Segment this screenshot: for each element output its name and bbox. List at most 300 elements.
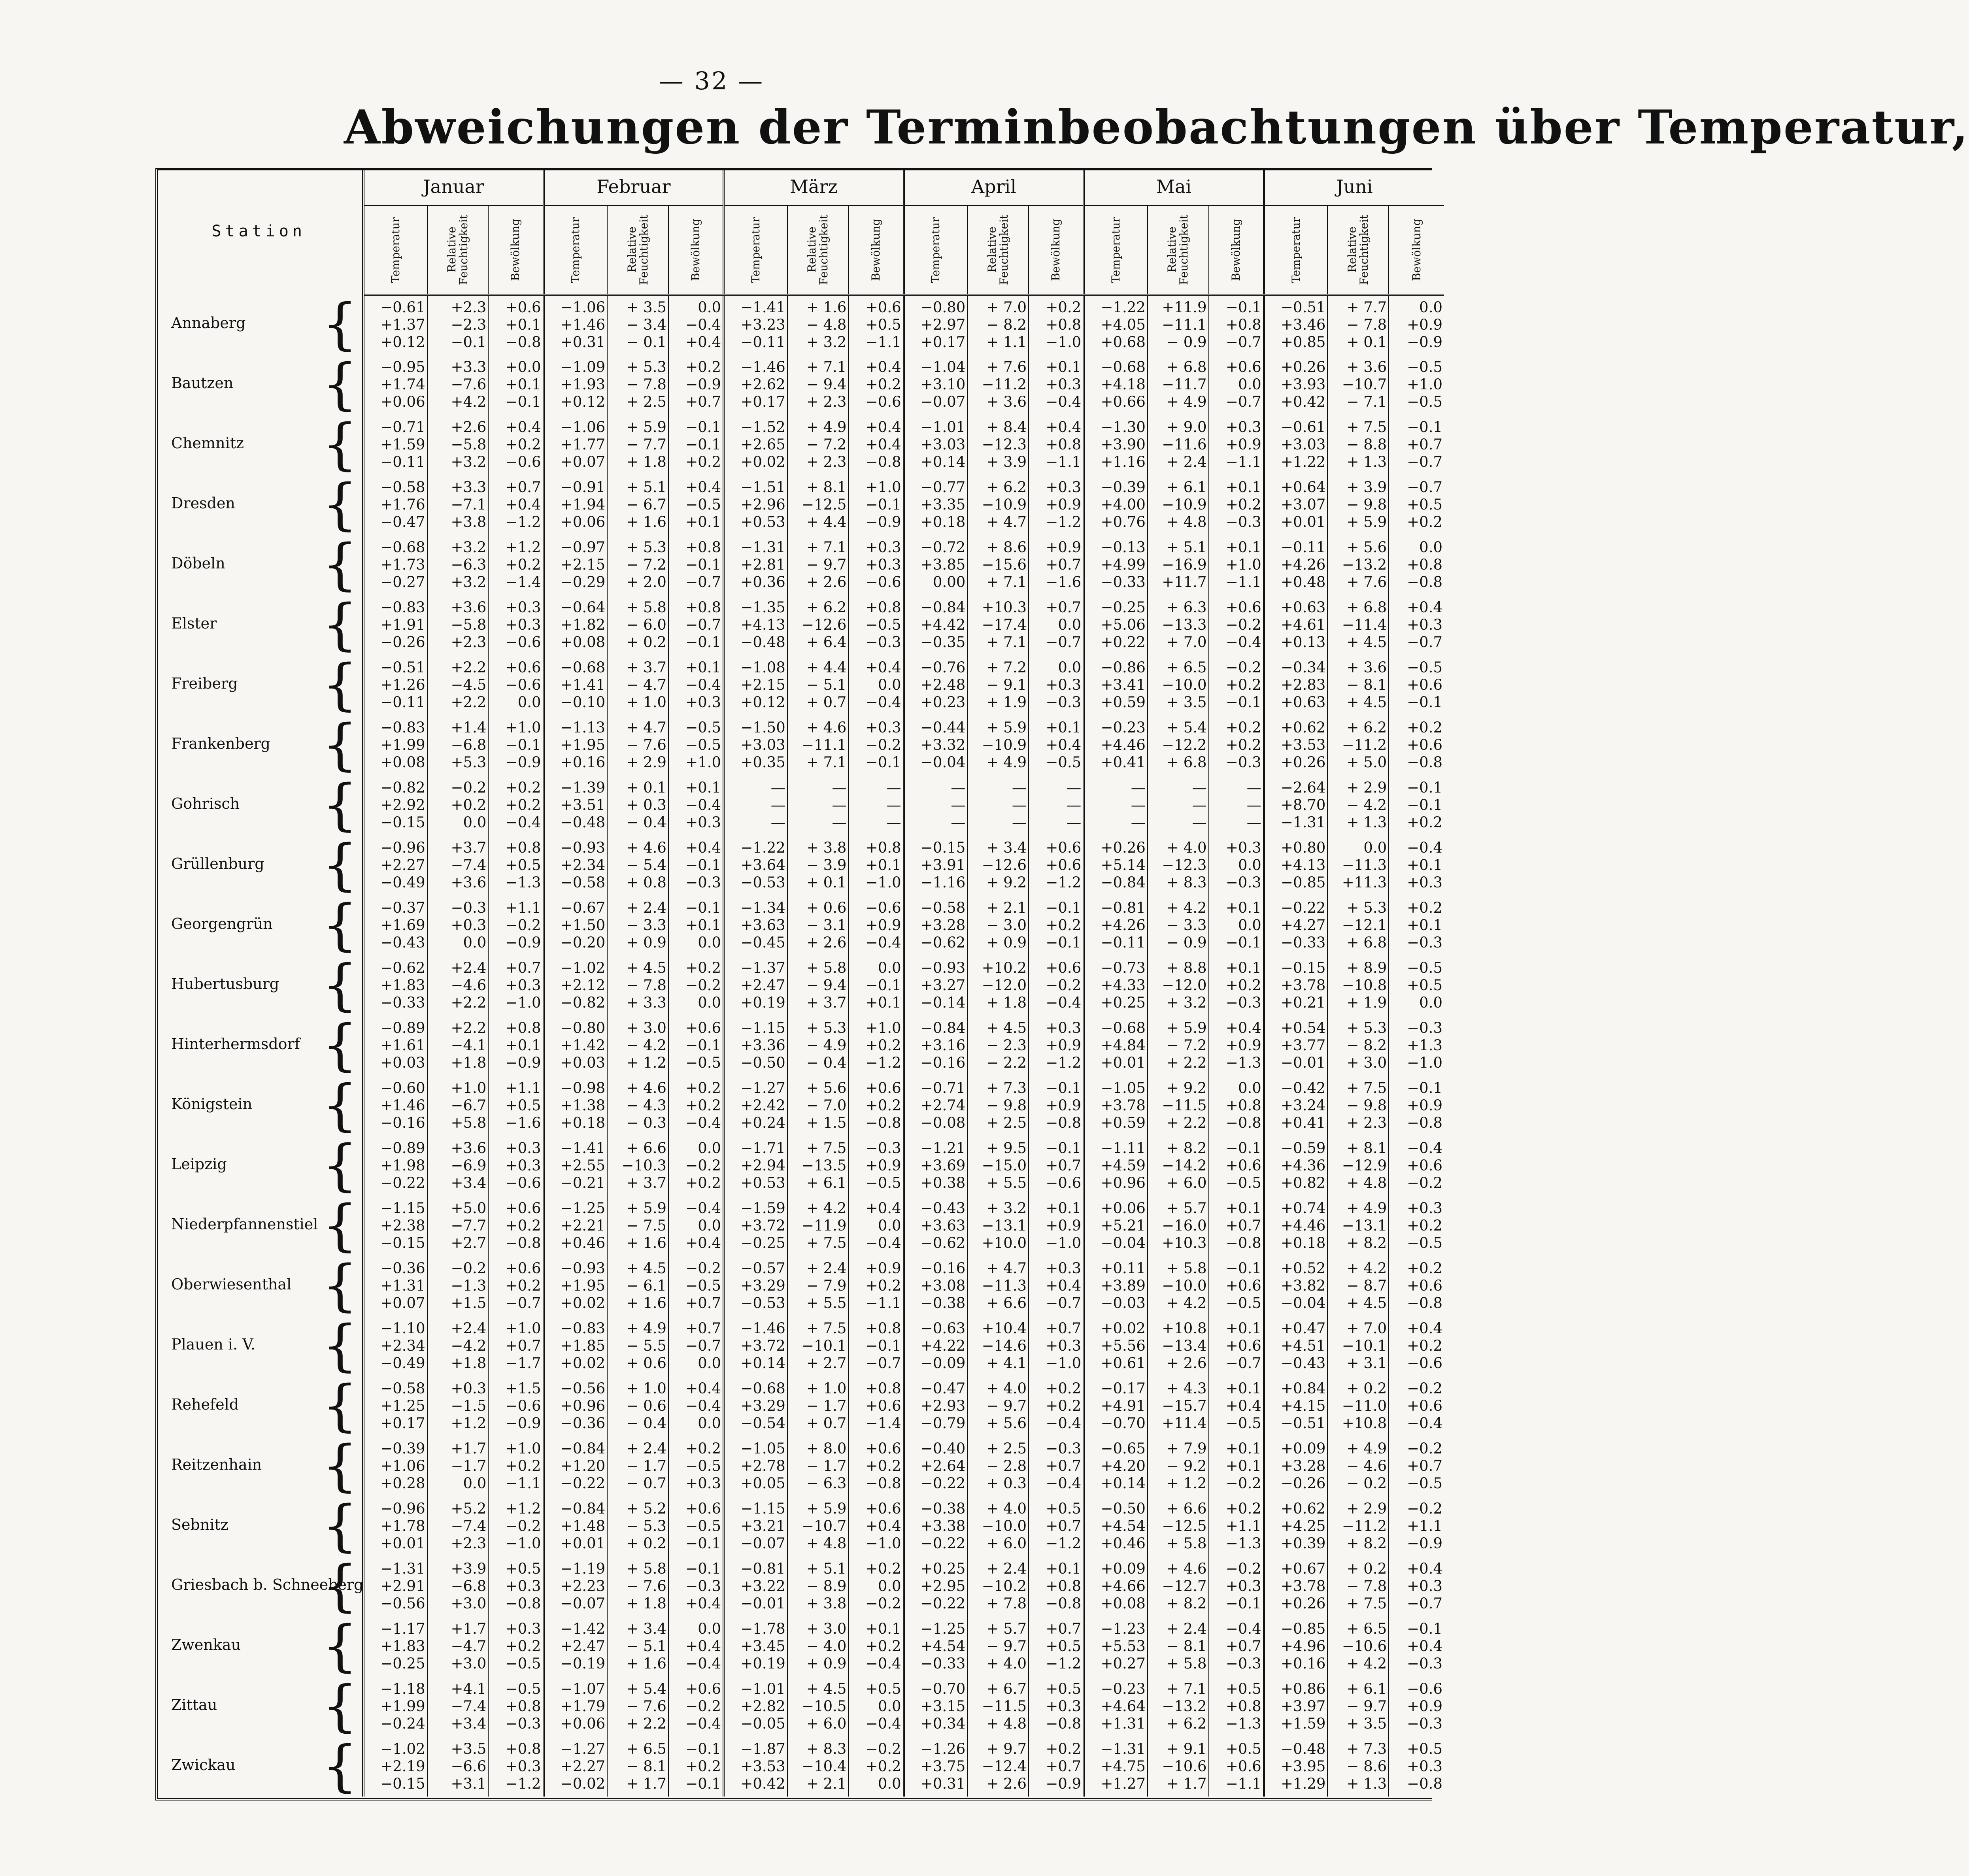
- value: +0.6: [1225, 599, 1261, 616]
- value: −0.1: [865, 754, 901, 771]
- value: −0.89: [380, 1019, 425, 1036]
- value: +0.8: [865, 839, 901, 856]
- station-cell: [155, 352, 363, 417]
- value: +0.68: [1101, 334, 1146, 351]
- value: +4.05: [1101, 316, 1146, 334]
- value: +3.2: [451, 453, 487, 470]
- value: −11.5: [982, 1698, 1027, 1715]
- value: —: [1246, 779, 1261, 796]
- value: −10.6: [1342, 1638, 1387, 1655]
- value: −0.6: [865, 574, 901, 591]
- value: −6.8: [451, 1578, 487, 1595]
- value: +0.8: [685, 599, 721, 616]
- value: −0.1: [1225, 1595, 1261, 1612]
- value: +1.50: [560, 917, 606, 934]
- value: + 5.6: [1346, 539, 1387, 556]
- value-cell: [1029, 1376, 1084, 1436]
- value: +0.06: [560, 513, 606, 530]
- value: +0.9: [1046, 496, 1082, 513]
- value: −0.16: [920, 1054, 966, 1071]
- value-cell: [724, 1076, 787, 1136]
- value: −0.2: [685, 1260, 721, 1277]
- value-cell: [848, 535, 904, 595]
- table-row: [155, 475, 1444, 535]
- value: +0.2: [685, 959, 721, 976]
- value: −0.4: [865, 1655, 901, 1672]
- value: −0.5: [505, 1680, 541, 1697]
- value: −0.51: [1281, 1415, 1326, 1432]
- value: +3.35: [920, 496, 966, 513]
- value-cell: [488, 775, 544, 835]
- station-name: Niederpfannenstiel: [171, 1215, 318, 1233]
- value: +0.53: [740, 513, 785, 530]
- value: +0.1: [1225, 1200, 1261, 1217]
- value-cell: [544, 1676, 607, 1736]
- value: −4.7: [451, 1638, 487, 1655]
- value: +0.1: [1046, 1560, 1082, 1577]
- value-cell: [1029, 294, 1084, 355]
- value: + 8.6: [986, 539, 1027, 556]
- value-cell: [848, 1436, 904, 1496]
- value-cell: [1209, 535, 1264, 595]
- value: +0.25: [1101, 994, 1146, 1011]
- value-cell: [1084, 835, 1148, 895]
- value: + 4.9: [1346, 1440, 1387, 1457]
- value-cell: [1327, 1256, 1389, 1316]
- value-cell: [967, 1196, 1029, 1256]
- value: +0.6: [865, 1397, 901, 1414]
- value-cell: [787, 1196, 849, 1256]
- value-cell: [1327, 1496, 1389, 1556]
- value-cell: [967, 294, 1029, 355]
- value: +0.06: [560, 1715, 606, 1732]
- value-cell: [1084, 715, 1148, 775]
- value: −0.6: [1407, 1680, 1442, 1697]
- value: −0.58: [560, 874, 606, 891]
- value: +0.82: [1281, 1174, 1326, 1191]
- value: +1.8: [451, 1355, 487, 1372]
- value: + 8.8: [1166, 959, 1207, 976]
- station-cell: [155, 595, 363, 655]
- value: −0.6: [865, 899, 901, 916]
- value: −10.0: [982, 1517, 1027, 1534]
- station-name: Leipzig: [171, 1155, 227, 1173]
- row-brace: {: [322, 713, 358, 777]
- value-cell: [668, 415, 724, 475]
- value-cell: [363, 895, 427, 955]
- value: +0.41: [1101, 754, 1146, 771]
- value-cell: [607, 1556, 668, 1616]
- value-cell: [1209, 1196, 1264, 1256]
- value-cell: [1148, 1316, 1209, 1376]
- value: + 5.7: [986, 1620, 1027, 1637]
- value: −0.2: [505, 1517, 541, 1534]
- value-cell: [787, 294, 849, 355]
- value: +0.03: [560, 1054, 606, 1071]
- value: + 2.7: [806, 1355, 847, 1372]
- value-cell: [1029, 775, 1084, 835]
- value: −0.96: [380, 839, 425, 856]
- value: + 3.5: [626, 299, 666, 316]
- value: +2.34: [380, 1337, 425, 1354]
- value: +1.1: [1225, 1517, 1261, 1534]
- value: −0.8: [1046, 1114, 1082, 1131]
- value-cell: [488, 835, 544, 895]
- value: −0.63: [920, 1320, 966, 1337]
- value: +0.39: [1281, 1535, 1326, 1552]
- value: +0.9: [865, 1157, 901, 1174]
- value-cell: [1327, 1015, 1389, 1076]
- value-cell: [1029, 355, 1084, 415]
- value-cell: [544, 1376, 607, 1436]
- value: −0.4: [685, 1114, 721, 1131]
- value: 0.0: [698, 1415, 721, 1432]
- value: +3.97: [1281, 1698, 1326, 1715]
- value: +0.1: [865, 1620, 901, 1637]
- value: −10.2: [982, 1578, 1027, 1595]
- table-row: [155, 1496, 1444, 1556]
- value: −2.3: [451, 316, 487, 334]
- value: +5.21: [1101, 1217, 1146, 1234]
- value: −1.0: [1407, 1054, 1442, 1071]
- value-cell: [668, 475, 724, 535]
- value: +1.2: [505, 1500, 541, 1517]
- value: +4.26: [1281, 556, 1326, 573]
- value-cell: [607, 1676, 668, 1736]
- value-cell: [1148, 595, 1209, 655]
- value: −0.3: [1046, 1440, 1082, 1457]
- value: −0.57: [740, 1260, 785, 1277]
- value: − 7.8: [1346, 316, 1387, 334]
- value-cell: [848, 715, 904, 775]
- table-row: [155, 294, 1444, 355]
- value-cell: [724, 1015, 787, 1076]
- value: − 0.7: [626, 1475, 666, 1492]
- value-cell: [363, 1616, 427, 1676]
- value: + 1.1: [986, 334, 1027, 351]
- value: +0.4: [865, 1517, 901, 1534]
- value: −0.58: [380, 479, 425, 496]
- value: + 7.1: [986, 574, 1027, 591]
- value: + 4.0: [986, 1655, 1027, 1672]
- value-cell: [1029, 1196, 1084, 1256]
- value: + 4.3: [1166, 1380, 1207, 1397]
- station-name: Königstein: [171, 1095, 253, 1113]
- value: −0.5: [1407, 1475, 1442, 1492]
- value-cell: [1264, 1676, 1327, 1736]
- value: + 6.5: [1346, 1620, 1387, 1637]
- value: −0.43: [380, 934, 425, 951]
- value-cell: [1029, 415, 1084, 475]
- sub-column-header: [544, 206, 607, 294]
- value: +4.00: [1101, 496, 1146, 513]
- value: + 3.6: [986, 393, 1027, 410]
- value: +0.2: [505, 1457, 541, 1474]
- value: −0.49: [380, 874, 425, 891]
- value-cell: [544, 1256, 607, 1316]
- value-cell: [607, 1136, 668, 1196]
- value: +0.2: [865, 1097, 901, 1114]
- value: −7.4: [451, 1517, 487, 1534]
- value: −0.48: [1281, 1740, 1326, 1757]
- value: + 7.2: [986, 659, 1027, 676]
- value: −0.2: [685, 1157, 721, 1174]
- value-cell: [787, 1436, 849, 1496]
- value: +0.09: [1281, 1440, 1326, 1457]
- value: −1.7: [505, 1355, 541, 1372]
- value-cell: [787, 475, 849, 535]
- value-cell: [668, 835, 724, 895]
- value: −0.1: [685, 857, 721, 874]
- value: + 0.1: [806, 874, 847, 891]
- value: —: [1246, 814, 1261, 831]
- value: + 3.7: [626, 659, 666, 676]
- value: +0.80: [1281, 839, 1326, 856]
- value: −0.5: [1407, 393, 1442, 410]
- station-cell: [155, 532, 363, 597]
- value: − 8.2: [986, 316, 1027, 334]
- value: −0.4: [1046, 1415, 1082, 1432]
- value: +0.3: [1046, 1260, 1082, 1277]
- value: +0.05: [740, 1475, 785, 1492]
- value-cell: [1264, 655, 1327, 715]
- row-brace: {: [322, 1013, 358, 1078]
- value: +0.03: [380, 1054, 425, 1071]
- value: +0.1: [1225, 479, 1261, 496]
- value-cell: [1148, 655, 1209, 715]
- value: +2.2: [451, 994, 487, 1011]
- value: −0.4: [865, 1234, 901, 1251]
- value: + 4.5: [806, 1680, 847, 1697]
- table-row: [155, 1616, 1444, 1676]
- value: +5.3: [451, 754, 487, 771]
- value: −0.09: [920, 1355, 966, 1372]
- value: + 5.9: [1166, 1019, 1207, 1036]
- value-cell: [607, 1196, 668, 1256]
- value-cell: [427, 294, 489, 355]
- value: −7.4: [451, 857, 487, 874]
- value: +0.8: [505, 1740, 541, 1757]
- value: −0.67: [560, 899, 606, 916]
- value: +3.53: [740, 1758, 785, 1775]
- value: −0.6: [505, 676, 541, 693]
- value: + 7.1: [806, 539, 847, 556]
- value: + 5.4: [1166, 719, 1207, 736]
- value: + 6.0: [1166, 1174, 1207, 1191]
- value: +3.03: [1281, 436, 1326, 453]
- value: −1.4: [865, 1415, 901, 1432]
- value-cell: [1084, 1736, 1148, 1797]
- value: − 5.4: [626, 857, 666, 874]
- value-cell: [724, 1556, 787, 1616]
- value: +4.33: [1101, 977, 1146, 994]
- value: −10.3: [621, 1157, 666, 1174]
- value: +0.13: [1281, 634, 1326, 651]
- value: +0.5: [1407, 496, 1442, 513]
- value-cell: [607, 294, 668, 355]
- value: −0.35: [920, 634, 966, 651]
- value: + 4.5: [1346, 1295, 1387, 1312]
- value: +0.02: [740, 453, 785, 470]
- value: + 4.8: [1166, 513, 1207, 530]
- value-cell: [363, 1736, 427, 1797]
- value-cell: [668, 294, 724, 355]
- station-cell: [155, 472, 363, 537]
- value-cell: [1029, 1316, 1084, 1376]
- value: −0.3: [1407, 1715, 1442, 1732]
- value: −0.23: [1101, 1680, 1146, 1697]
- value: −0.40: [920, 1440, 966, 1457]
- value: − 8.1: [626, 1758, 666, 1775]
- value-cell: [1148, 715, 1209, 775]
- value: —: [1012, 814, 1027, 831]
- table-row: [155, 1316, 1444, 1376]
- value-cell: [1084, 1136, 1148, 1196]
- value-cell: [363, 775, 427, 835]
- value: +3.78: [1281, 977, 1326, 994]
- value: +1.77: [560, 436, 606, 453]
- value-cell: [1327, 1736, 1389, 1797]
- row-brace: {: [322, 833, 358, 897]
- value-cell: [488, 415, 544, 475]
- value: −0.58: [380, 1380, 425, 1397]
- value: −0.7: [1046, 634, 1082, 651]
- value: +10.4: [982, 1320, 1027, 1337]
- value: +1.0: [1225, 556, 1261, 573]
- value: −1.2: [1046, 1535, 1082, 1552]
- value: + 7.3: [1346, 1740, 1387, 1757]
- value: +5.2: [451, 1500, 487, 1517]
- value: +0.1: [505, 1037, 541, 1054]
- value: −0.4: [685, 1715, 721, 1732]
- value: —: [832, 779, 847, 796]
- value: −6.6: [451, 1758, 487, 1775]
- value: +0.4: [685, 1234, 721, 1251]
- sub-column-label: Bewölkung: [1049, 219, 1063, 281]
- value-cell: [544, 294, 607, 355]
- value: +0.2: [865, 1638, 901, 1655]
- value-cell: [1209, 1316, 1264, 1376]
- value: +3.4: [451, 1174, 487, 1191]
- value: −17.4: [982, 616, 1027, 633]
- value-cell: [1029, 1496, 1084, 1556]
- value: + 7.1: [806, 359, 847, 376]
- value: −0.07: [740, 1535, 785, 1552]
- value-cell: [1264, 1015, 1327, 1076]
- value-cell: [363, 715, 427, 775]
- value: + 9.0: [1166, 419, 1207, 436]
- value-cell: [488, 955, 544, 1015]
- value: +4.25: [1281, 1517, 1326, 1534]
- value-cell: [544, 1136, 607, 1196]
- value: +3.21: [740, 1517, 785, 1534]
- value: +0.3: [505, 1758, 541, 1775]
- value: −0.4: [865, 1715, 901, 1732]
- value: +0.8: [1046, 1578, 1082, 1595]
- value: −0.93: [560, 1260, 606, 1277]
- value: −0.1: [685, 436, 721, 453]
- value-cell: [967, 475, 1029, 535]
- value-cell: [1029, 1136, 1084, 1196]
- value: −0.7: [1225, 334, 1261, 351]
- value-cell: [488, 1676, 544, 1736]
- value: −0.3: [1407, 934, 1442, 951]
- value-cell: [724, 1496, 787, 1556]
- value: +0.4: [1046, 1277, 1082, 1294]
- value: + 0.9: [806, 1655, 847, 1672]
- value: + 2.3: [806, 453, 847, 470]
- value: +0.07: [380, 1295, 425, 1312]
- value: −0.15: [920, 839, 966, 856]
- value: +0.2: [685, 1440, 721, 1457]
- value-cell: [1209, 1676, 1264, 1736]
- value: +0.3: [1407, 1578, 1442, 1595]
- value-cell: [1327, 1676, 1389, 1736]
- value: +0.7: [505, 1337, 541, 1354]
- value: −11.3: [982, 1277, 1027, 1294]
- value: +2.47: [740, 977, 785, 994]
- value: −0.7: [1225, 393, 1261, 410]
- value: −0.4: [685, 1200, 721, 1217]
- value: −10.8: [1342, 977, 1387, 994]
- value: + 4.5: [1346, 634, 1387, 651]
- value-cell: [363, 955, 427, 1015]
- value: −0.38: [920, 1295, 966, 1312]
- value: +3.03: [920, 436, 966, 453]
- value: +0.3: [1046, 676, 1082, 693]
- value: − 0.1: [626, 334, 666, 351]
- value: −0.50: [1101, 1500, 1146, 1517]
- row-brace: {: [322, 1073, 358, 1138]
- value: + 2.3: [806, 393, 847, 410]
- value: −0.2: [1407, 1500, 1442, 1517]
- value: 0.0: [878, 1698, 901, 1715]
- value-cell: [1209, 475, 1264, 535]
- value: +0.46: [1101, 1535, 1146, 1552]
- value-cell: [668, 1256, 724, 1316]
- value: −0.5: [505, 1655, 541, 1672]
- value-cell: [363, 1076, 427, 1136]
- value-cell: [1327, 1316, 1389, 1376]
- value: +0.8: [1046, 316, 1082, 334]
- value: + 4.5: [986, 1019, 1027, 1036]
- value: +0.3: [685, 694, 721, 711]
- value-cell: [1209, 1616, 1264, 1676]
- value-cell: [668, 355, 724, 415]
- value: −0.3: [451, 899, 487, 916]
- value: −0.33: [1281, 934, 1326, 951]
- value: +3.89: [1101, 1277, 1146, 1294]
- value: −0.68: [1101, 359, 1146, 376]
- value-cell: [668, 1616, 724, 1676]
- value: −0.4: [685, 316, 721, 334]
- value: +0.9: [1046, 1217, 1082, 1234]
- value-cell: [967, 715, 1029, 775]
- value: −0.6: [1046, 1174, 1082, 1191]
- row-brace: {: [322, 893, 358, 957]
- value-cell: [1327, 1136, 1389, 1196]
- value-cell: [848, 1496, 904, 1556]
- value: + 8.9: [1346, 959, 1387, 976]
- value-cell: [787, 1556, 849, 1616]
- value: −0.05: [740, 1715, 785, 1732]
- value: +0.3: [685, 814, 721, 831]
- value: −0.9: [1046, 1775, 1082, 1792]
- value: −0.04: [920, 754, 966, 771]
- value: +0.3: [1046, 376, 1082, 393]
- value-cell: [1148, 415, 1209, 475]
- value: + 2.0: [626, 574, 666, 591]
